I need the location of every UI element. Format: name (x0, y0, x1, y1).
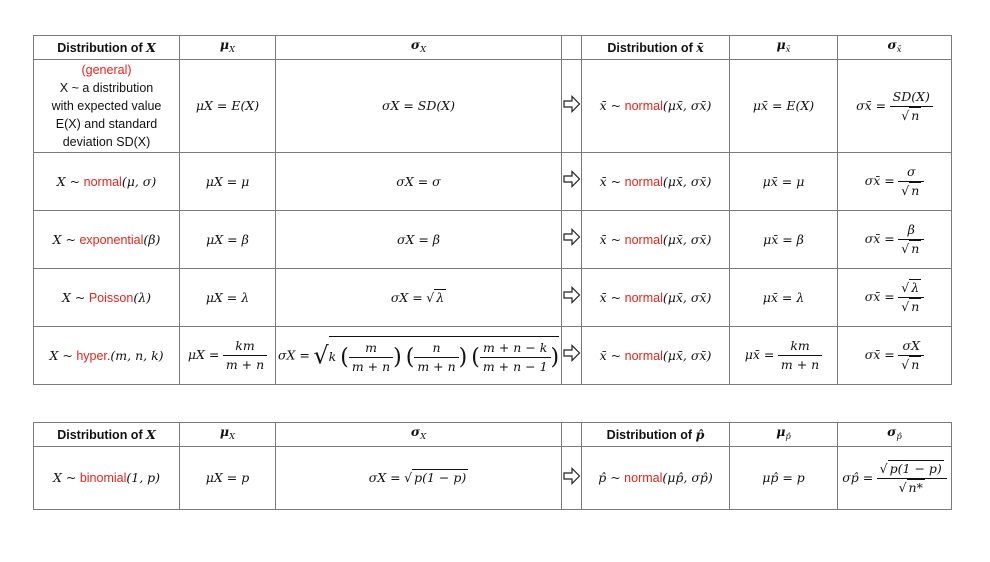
mu-xbar-formula: μx̄ = E(X) (730, 60, 838, 153)
mu-x-formula: μX = β (180, 211, 276, 269)
sigma-x-formula: σX = SD(X) (276, 60, 562, 153)
mu-x-formula: μX = $\frac{km}{m + n}$ (180, 327, 276, 385)
right-arrow-icon (563, 467, 581, 485)
mu-xbar-formula: μx̄ = λ (730, 269, 838, 327)
table-row (34, 447, 952, 510)
header-mu-x: $\mu_X$ (180, 423, 276, 447)
header-distribution-x: Distribution of X (34, 36, 180, 60)
header-distribution-phat: Distribution of p̂ (582, 423, 730, 447)
sigma-x-formula: σX = √ λ (276, 269, 562, 327)
header-row (34, 36, 952, 60)
mu-xbar-formula: μx̄ = μ (730, 153, 838, 211)
header-sigma-phat: $\sigma_{p̂}$ (838, 423, 952, 447)
xbar-distribution: x̄ ~ normal(μx̄, σx̄) (582, 60, 730, 153)
arrow-column-header (562, 423, 582, 447)
right-arrow-icon (563, 95, 581, 113)
table-row (34, 269, 952, 327)
header-mu-xbar: $\mu_{x̄}$ (730, 36, 838, 60)
distribution-cell: X ~ exponential(β) (34, 211, 180, 269)
sigma-xbar-formula: σx̄ = $\frac{\beta}{√ n}$ (838, 211, 952, 269)
sampling-distribution-table (33, 35, 952, 385)
proportion-sampling-table (33, 422, 952, 510)
mu-xbar-formula: μx̄ = $\frac{km}{m + n}$ (730, 327, 838, 385)
table-row (34, 153, 952, 211)
arrow-cell (562, 60, 582, 153)
table-row (34, 60, 952, 153)
distribution-cell: X ~ hyper.(m, n, k) (34, 327, 180, 385)
header-sigma-x: $\sigma_X$ (276, 423, 562, 447)
distribution-cell: X ~ Poisson(λ) (34, 269, 180, 327)
sigma-xbar-formula: σx̄ = $\frac{\sigma X}{√ n}$ (838, 327, 952, 385)
arrow-cell (562, 327, 582, 385)
xbar-distribution: x̄ ~ normal(μx̄, σx̄) (582, 327, 730, 385)
mu-xbar-formula: μx̄ = β (730, 211, 838, 269)
sigma-xbar-formula: σx̄ = $\frac{\sigma}{√ n}$ (838, 153, 952, 211)
header-sigma-x: $\sigma_X$ (276, 36, 562, 60)
xbar-distribution: x̄ ~ normal(μx̄, σx̄) (582, 269, 730, 327)
header-sigma-xbar: $\sigma_{x̄}$ (838, 36, 952, 60)
xbar-distribution: x̄ ~ normal(μx̄, σx̄) (582, 211, 730, 269)
mu-x-formula: μX = p (180, 447, 276, 510)
arrow-cell (562, 211, 582, 269)
phat-distribution: p̂ ~ normal(μp̂, σp̂) (582, 447, 730, 510)
sigma-x-formula: σX = √ p(1 − p) (276, 447, 562, 510)
table-row (34, 327, 952, 385)
header-row (34, 423, 952, 447)
sigma-x-formula: σX = √k ( $\frac{m}{m + n}$ ) ( $\frac{n}{m + n}$ ) ( $\frac{m + n - k}{m + n - 1}$ ) (276, 327, 562, 385)
arrow-cell (562, 447, 582, 510)
mu-x-formula: μX = μ (180, 153, 276, 211)
sigma-x-formula: σX = σ (276, 153, 562, 211)
arrow-cell (562, 269, 582, 327)
sigma-xbar-formula: σx̄ = $\frac{√ \lambda}{√ n}$ (838, 269, 952, 327)
sigma-xbar-formula: σx̄ = $\frac{SD(X)}{√ n}$ (838, 60, 952, 153)
general-distribution-cell: (general) X ~ a distribution with expected value E(X) and standard deviation SD(X) (34, 60, 180, 153)
right-arrow-icon (563, 228, 581, 246)
right-arrow-icon (563, 286, 581, 304)
table-row (34, 211, 952, 269)
mu-x-formula: μX = λ (180, 269, 276, 327)
header-mu-phat: $\mu_{p̂}$ (730, 423, 838, 447)
xbar-distribution: x̄ ~ normal(μx̄, σx̄) (582, 153, 730, 211)
right-arrow-icon (563, 170, 581, 188)
mu-x-formula: μX = E(X) (180, 60, 276, 153)
right-arrow-icon (563, 344, 581, 362)
sigma-x-formula: σX = β (276, 211, 562, 269)
header-distribution-xbar: Distribution of x̄ (582, 36, 730, 60)
distribution-cell: X ~ binomial(1, p) (34, 447, 180, 510)
arrow-cell (562, 153, 582, 211)
header-distribution-x: Distribution of X (34, 423, 180, 447)
header-mu-x: $\mu_X$ (180, 36, 276, 60)
mu-phat-formula: μp̂ = p (730, 447, 838, 510)
distribution-cell: X ~ normal(μ, σ) (34, 153, 180, 211)
arrow-column-header (562, 36, 582, 60)
sigma-phat-formula: σp̂ = $\frac{√ p(1 - p)}{√ n*}$ (838, 447, 952, 510)
